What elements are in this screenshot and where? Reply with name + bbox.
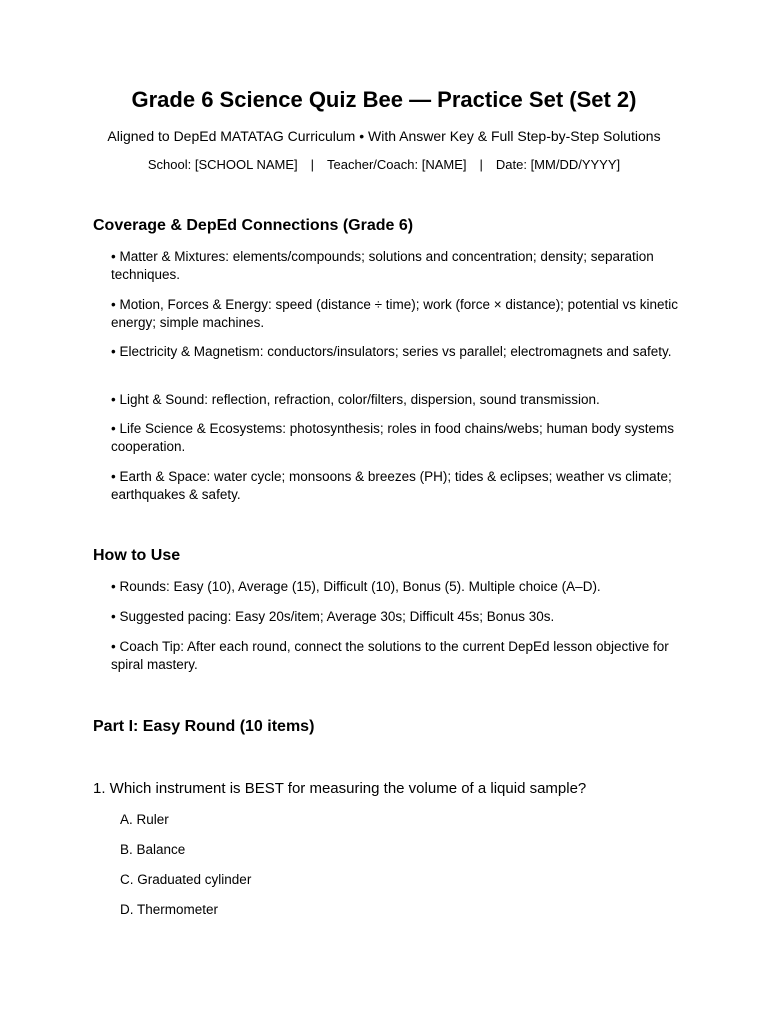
coverage-item-light: • Light & Sound: reflection, refraction, color/filters, dispersion, sound transmission. — [111, 392, 600, 407]
coverage-item-matter: • Matter & Mixtures: elements/compounds; solutions and concentration; density; separation techniques. — [111, 249, 654, 282]
part1-heading: Part I: Easy Round (10 items) — [93, 718, 315, 735]
coverage-item-motion: • Motion, Forces & Energy: speed (distance ÷ time); work (force × distance); potential vs kinetic energy; simple machines. — [111, 297, 678, 330]
school-field: School: [SCHOOL NAME] — [147, 157, 298, 172]
option-b: B. Balance — [120, 842, 186, 857]
coverage-item-earth-space: • Earth & Space: water cycle; monsoons & breezes (PH); tides & eclipses; weather vs climate; earthquakes & safety. — [111, 469, 672, 502]
how-to-use-item-rounds: • Rounds: Easy (10), Average (15), Difficult (10), Bonus (5). Multiple choice (A–D). — [111, 579, 601, 594]
question-1: 1. Which instrument is BEST for measuring the volume of a liquid sample? — [93, 780, 587, 797]
meta-separator: | — [479, 157, 483, 172]
coverage-heading: Coverage & DepEd Connections (Grade 6) — [93, 217, 414, 234]
meta-separator: | — [310, 157, 315, 172]
option-c: C. Graduated cylinder — [120, 872, 252, 887]
how-to-use-item-coach-tip: • Coach Tip: After each round, connect the solutions to the current DepEd lesson objective for spiral mastery. — [111, 639, 669, 672]
option-a: A. Ruler — [120, 812, 169, 827]
coverage-item-life-science: • Life Science & Ecosystems: photosynthesis; roles in food chains/webs; human body systems cooperation. — [111, 421, 674, 454]
how-to-use-heading: How to Use — [93, 547, 181, 564]
coverage-item-electricity: • Electricity & Magnetism: conductors/insulators; series vs parallel; electromagnets and safety. — [111, 344, 672, 359]
teacher-field: Teacher/Coach: [NAME] — [327, 157, 467, 172]
option-d: D. Thermometer — [120, 902, 219, 917]
how-to-use-item-pacing: • Suggested pacing: Easy 20s/item; Average 30s; Difficult 45s; Bonus 30s. — [111, 609, 555, 624]
date-field: Date: [MM/DD/YYYY] — [495, 157, 621, 172]
document-subtitle: Aligned to DepEd MATATAG Curriculum • With Answer Key & Full Step-by-Step Solutions — [107, 128, 661, 144]
document-meta-line — [0, 157, 768, 173]
document-title: Grade 6 Science Quiz Bee — Practice Set (Set 2) — [131, 87, 637, 112]
